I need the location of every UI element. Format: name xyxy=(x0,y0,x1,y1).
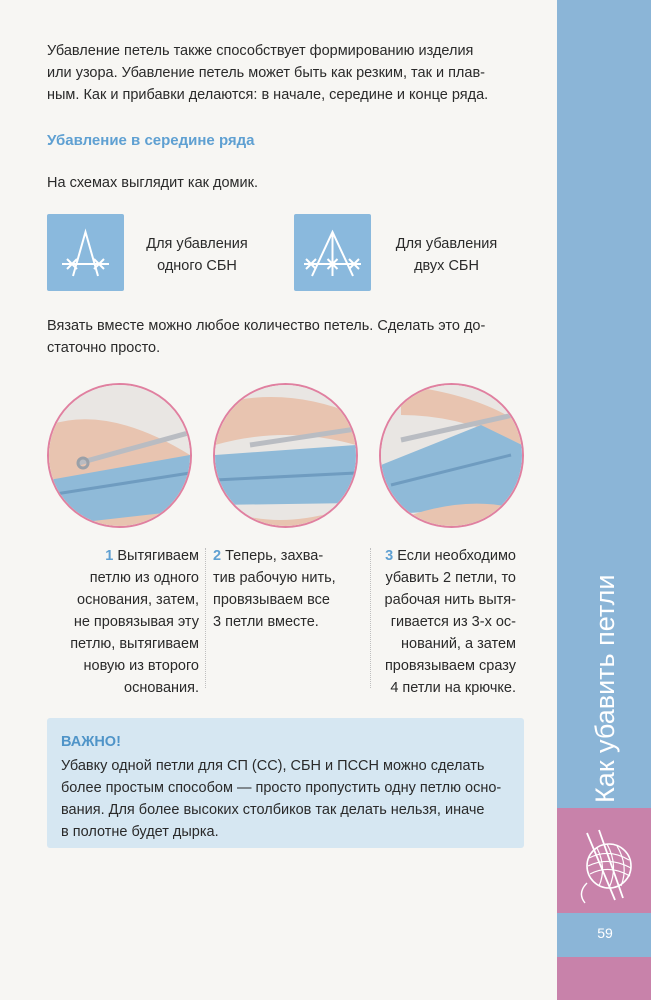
step-number: 3 xyxy=(385,548,394,564)
text-line: Теперь, захва- xyxy=(225,548,324,564)
text-line: Для убавления xyxy=(395,236,498,252)
step-divider xyxy=(205,548,206,688)
chapter-title: Как убавить петли xyxy=(590,574,620,803)
text-line: одного СБН xyxy=(157,258,237,274)
note-text xyxy=(61,755,513,843)
sidebar-bottom-band xyxy=(557,957,651,1000)
diagram-label-double xyxy=(384,233,509,277)
step-3 xyxy=(378,545,516,699)
step-divider xyxy=(370,548,371,688)
text-line: рабочая нить вытя- xyxy=(384,592,516,608)
text-line: новую из второго xyxy=(83,658,199,674)
single-decrease-symbol-icon xyxy=(47,214,124,291)
diagram-label-single xyxy=(137,233,257,277)
text-line: Для убавления xyxy=(146,236,248,252)
double-decrease-symbol-icon xyxy=(294,214,371,291)
text-line: нований, а затем xyxy=(401,636,516,652)
text-line: основания, затем, xyxy=(77,592,199,608)
intro-paragraph xyxy=(47,40,530,106)
text-line: петлю, вытягиваем xyxy=(70,636,199,652)
text-line: провязываем сразу xyxy=(384,658,516,674)
text-line: тив рабочую нить, xyxy=(213,570,336,586)
text-line: основания. xyxy=(124,680,199,696)
text-line: статочно просто. xyxy=(47,340,161,356)
text-line: двух СБН xyxy=(414,258,479,274)
text-line: более простым способом — просто пропустить одну петлю осно- xyxy=(61,780,502,796)
text-line: провязываем все xyxy=(213,592,330,608)
step-photo-2 xyxy=(213,383,358,528)
text-line: Убавление петель также способствует формированию изделия xyxy=(47,43,474,59)
text-line: 3 петли вместе. xyxy=(213,614,319,630)
text-line: Если необходимо xyxy=(397,548,516,564)
schema-note: На схемах выглядит как домик. xyxy=(47,175,258,191)
important-note xyxy=(47,718,524,848)
text-line: петлю из одного xyxy=(89,570,199,586)
text-line: ным. Как и прибавки делаются: в начале, середине и конце ряда. xyxy=(47,87,489,103)
text-line: гивается из 3-х ос- xyxy=(390,614,516,630)
text-line: Вытягиваем xyxy=(117,548,199,564)
note-title: ВАЖНО! xyxy=(61,734,121,750)
text-line: убавить 2 петли, то xyxy=(385,570,516,586)
step-1 xyxy=(47,545,199,699)
body-paragraph xyxy=(47,315,530,359)
text-line: 4 петли на крючке. xyxy=(390,680,516,696)
step-number: 1 xyxy=(105,548,114,564)
text-line: или узора. Убавление петель может быть как резким, так и плав- xyxy=(47,65,485,81)
step-2 xyxy=(213,545,353,633)
step-photo-1 xyxy=(47,383,192,528)
text-line: вания. Для более высоких столбиков так делать нельзя, иначе xyxy=(61,802,485,818)
text-line: Вязать вместе можно любое количество петель. Сделать это до- xyxy=(47,318,486,334)
text-line: в полотне будет дырка. xyxy=(61,824,219,840)
section-heading: Убавление в середине ряда xyxy=(47,132,255,149)
text-line: Убавку одной петли для СП (СС), СБН и ПССН можно сделать xyxy=(61,758,485,774)
step-photo-3 xyxy=(379,383,524,528)
text-line: не провязывая эту xyxy=(73,614,199,630)
yarn-ball-icon xyxy=(557,808,651,913)
page-number: 59 xyxy=(597,925,613,941)
step-number: 2 xyxy=(213,548,222,564)
